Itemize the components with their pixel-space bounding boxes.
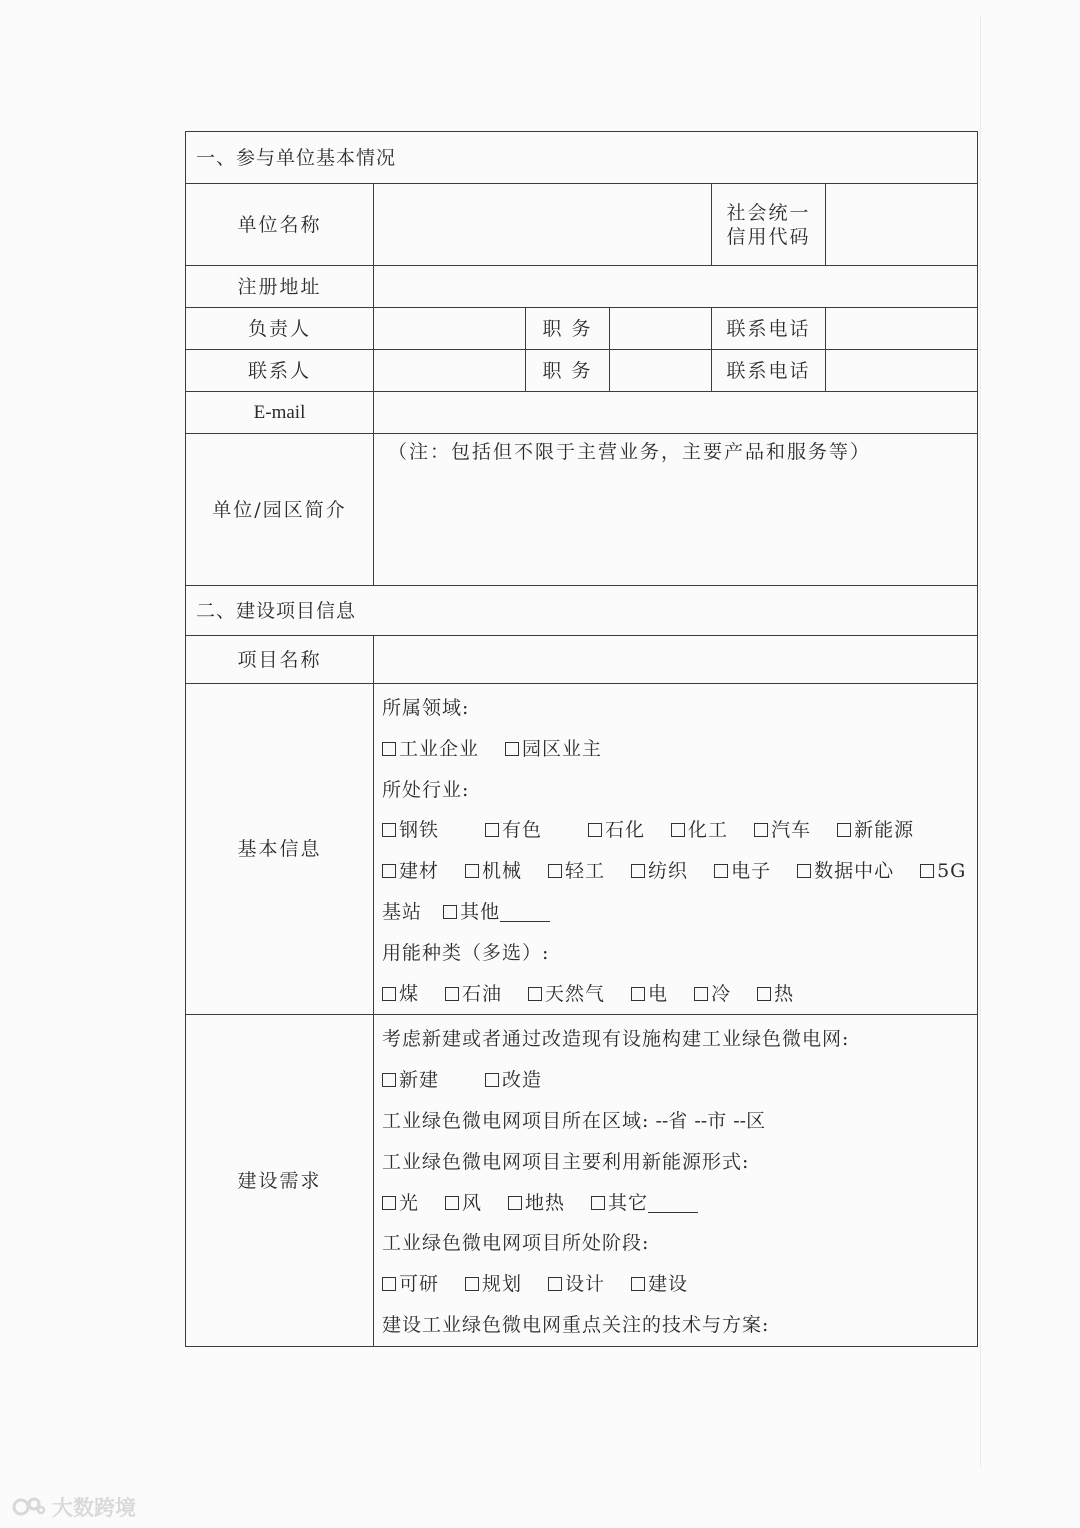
checkbox-icon (382, 1277, 396, 1291)
page-edge (980, 15, 981, 1468)
checkbox-icon (920, 864, 934, 878)
checkbox-icon (465, 1277, 479, 1291)
leader-position-label: 职 务 (526, 308, 610, 350)
field-heading: 所属领域: (382, 697, 470, 719)
construction-cell (374, 1015, 978, 1346)
checkbox-icon (382, 1196, 396, 1210)
watermark-logo-icon (12, 1495, 46, 1519)
checkbox-construction[interactable]: 建设 (631, 1264, 688, 1305)
checkbox-icon (508, 1196, 522, 1210)
intro-note: （注：包括但不限于主营业务，主要产品和服务等） (388, 441, 872, 463)
checkbox-5g[interactable]: 5G (920, 851, 966, 892)
address-label: 注册地址 (186, 266, 374, 308)
contact-phone-label: 联系电话 (712, 350, 826, 392)
checkbox-steel[interactable]: 钢铁 (382, 810, 439, 851)
region-line: 工业绿色微电网项目所在区域: --省 --市 --区 (382, 1109, 767, 1132)
leader-field[interactable] (374, 308, 526, 350)
checkbox-icon (485, 823, 499, 837)
checkbox-icon (505, 742, 519, 756)
energy-form-options (382, 1183, 977, 1224)
project-name-field[interactable] (374, 636, 978, 684)
checkbox-icon (382, 864, 396, 878)
checkbox-icon (631, 864, 645, 878)
checkbox-new-build[interactable]: 新建 (382, 1060, 439, 1101)
checkbox-coal[interactable]: 煤 (382, 974, 419, 1015)
checkbox-icon (631, 1277, 645, 1291)
checkbox-chemical[interactable]: 化工 (671, 810, 728, 851)
contact-position-field[interactable] (610, 350, 712, 392)
energy-form-heading: 工业绿色微电网项目主要利用新能源形式: (382, 1150, 750, 1173)
leader-position-field[interactable] (610, 308, 712, 350)
leader-label: 负责人 (186, 308, 374, 350)
intro-field[interactable] (374, 434, 978, 586)
credit-code-label (712, 184, 826, 266)
unit-name-label: 单位名称 (186, 184, 374, 266)
checkbox-icon (837, 823, 851, 837)
checkbox-solar[interactable]: 光 (382, 1183, 419, 1224)
checkbox-geothermal[interactable]: 地热 (508, 1183, 565, 1224)
checkbox-new-energy[interactable]: 新能源 (837, 810, 914, 851)
credit-code-label-line2: 信用代码 (726, 225, 811, 248)
energy-heading: 用能种类（多选）: (382, 941, 550, 964)
watermark-text: 大数跨境 (52, 1496, 136, 1520)
checkbox-icon (797, 864, 811, 878)
application-form (185, 131, 978, 1347)
checkbox-icon (757, 987, 771, 1001)
checkbox-design[interactable]: 设计 (548, 1264, 605, 1305)
leader-phone-label: 联系电话 (712, 308, 826, 350)
city-blank[interactable]: -- (688, 1109, 708, 1132)
checkbox-heating[interactable]: 热 (757, 974, 794, 1015)
checkbox-icon (445, 1196, 459, 1210)
checkbox-icon (591, 1196, 605, 1210)
credit-code-field[interactable] (826, 184, 978, 266)
construction-label: 建设需求 (186, 1015, 374, 1346)
checkbox-automotive[interactable]: 汽车 (754, 810, 811, 851)
checkbox-icon (588, 823, 602, 837)
checkbox-planning[interactable]: 规划 (465, 1264, 522, 1305)
checkbox-icon (382, 742, 396, 756)
checkbox-icon (528, 987, 542, 1001)
checkbox-electricity[interactable]: 电 (631, 974, 668, 1015)
checkbox-light-industry[interactable]: 轻工 (548, 851, 605, 892)
checkbox-icon (671, 823, 685, 837)
checkbox-wind[interactable]: 风 (445, 1183, 482, 1224)
base-station-text: 基站 (382, 900, 423, 923)
construction-type-heading: 考虑新建或者通过改造现有设施构建工业绿色微电网: (382, 1028, 850, 1051)
contact-phone-field[interactable] (826, 350, 978, 392)
industry-row2 (382, 851, 977, 892)
watermark (12, 1492, 136, 1522)
checkbox-electronics[interactable]: 电子 (714, 851, 771, 892)
checkbox-icon (465, 864, 479, 878)
checkbox-renovation[interactable]: 改造 (485, 1060, 542, 1101)
credit-code-label-line1: 社会统一 (726, 201, 811, 224)
checkbox-icon (631, 987, 645, 1001)
stage-options (382, 1264, 977, 1305)
checkbox-icon (382, 823, 396, 837)
energy-options (382, 974, 977, 1015)
focus-heading: 建设工业绿色微电网重点关注的技术与方案: (382, 1313, 770, 1336)
checkbox-icon (548, 1277, 562, 1291)
checkbox-petrochemical[interactable]: 石化 (588, 810, 645, 851)
basic-info-label: 基本信息 (186, 684, 374, 1015)
checkbox-textile[interactable]: 纺织 (631, 851, 688, 892)
checkbox-other-industry[interactable]: 其他 (443, 892, 550, 933)
checkbox-icon (754, 823, 768, 837)
checkbox-icon (714, 864, 728, 878)
checkbox-icon (382, 1073, 396, 1087)
checkbox-machinery[interactable]: 机械 (465, 851, 522, 892)
industry-heading: 所处行业: (382, 778, 470, 801)
checkbox-icon (443, 905, 457, 919)
other-industry-blank[interactable] (500, 903, 550, 922)
checkbox-icon (548, 864, 562, 878)
basic-info-cell (374, 684, 978, 1015)
section2-title: 二、建设项目信息 (186, 586, 978, 636)
contact-position-label: 职 务 (526, 350, 610, 392)
project-name-label: 项目名称 (186, 636, 374, 684)
province-blank[interactable]: -- (649, 1109, 669, 1132)
field-options (382, 729, 977, 770)
industry-row1 (382, 810, 977, 851)
intro-label: 单位/园区简介 (186, 434, 374, 586)
other-energy-form-blank[interactable] (648, 1194, 698, 1213)
section1-title: 一、参与单位基本情况 (186, 132, 978, 184)
checkbox-building-materials[interactable]: 建材 (382, 851, 439, 892)
checkbox-industrial-enterprise[interactable]: 工业企业 (382, 729, 479, 770)
checkbox-icon (485, 1073, 499, 1087)
checkbox-icon (445, 987, 459, 1001)
checkbox-park-owner[interactable]: 园区业主 (505, 729, 602, 770)
industry-row3 (382, 892, 977, 933)
leader-phone-field[interactable] (826, 308, 978, 350)
checkbox-data-center[interactable]: 数据中心 (797, 851, 894, 892)
checkbox-natural-gas[interactable]: 天然气 (528, 974, 605, 1015)
checkbox-feasibility[interactable]: 可研 (382, 1264, 439, 1305)
district-blank[interactable]: -- (727, 1109, 747, 1132)
email-label: E-mail (186, 392, 374, 434)
contact-label: 联系人 (186, 350, 374, 392)
stage-heading: 工业绿色微电网项目所处阶段: (382, 1232, 650, 1255)
checkbox-cooling[interactable]: 冷 (694, 974, 731, 1015)
contact-field[interactable] (374, 350, 526, 392)
construction-type-options (382, 1060, 977, 1101)
address-field[interactable] (374, 266, 978, 308)
checkbox-other-energy-form[interactable]: 其它 (591, 1183, 698, 1224)
checkbox-nonferrous[interactable]: 有色 (485, 810, 542, 851)
checkbox-icon (694, 987, 708, 1001)
email-field[interactable] (374, 392, 978, 434)
checkbox-icon (382, 987, 396, 1001)
unit-name-field[interactable] (374, 184, 712, 266)
checkbox-oil[interactable]: 石油 (445, 974, 502, 1015)
